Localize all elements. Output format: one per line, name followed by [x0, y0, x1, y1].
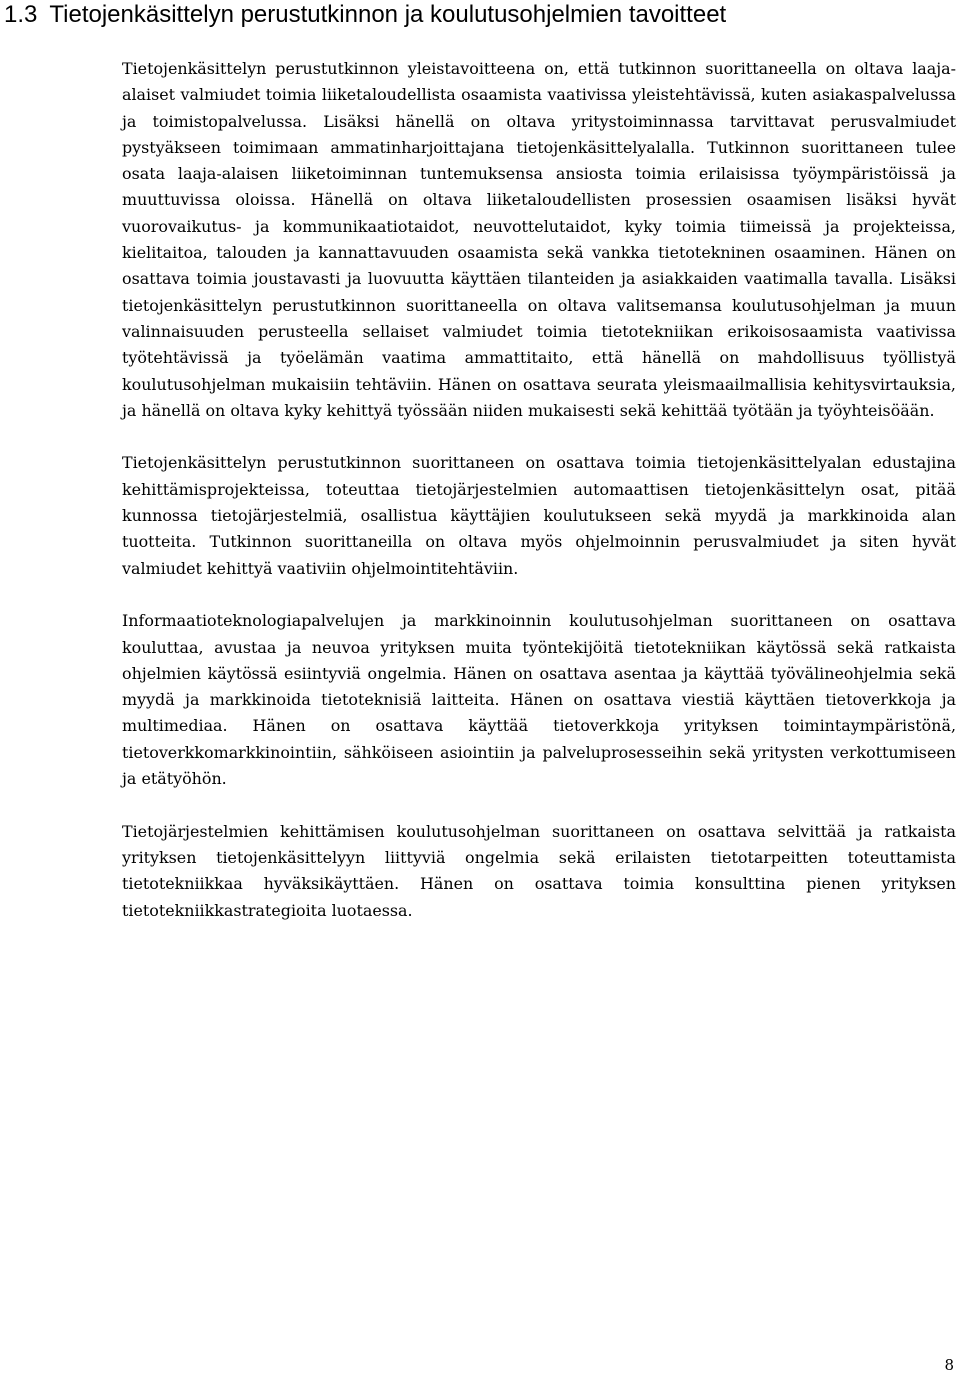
section-number: 1.3	[4, 1, 38, 28]
section-title: Tietojenkäsittelyn perustutkinnon ja koulutusohjelmien tavoitteet	[49, 1, 727, 28]
section-heading	[4, 0, 726, 30]
paragraph-general-objectives: Tietojenkäsittelyn perustutkinnon yleistavoitteena on, että tutkinnon suorittaneella on oltava laaja-alaiset valmiudet toimia liiketaloudellista osaamista vaativissa yleistehtävissä, kuten asiakaspalvelussa ja toimistopalvelussa. Lisäksi hänellä on oltava yritystoiminnassa tarvittavat perusvalmiudet pystyäkseen toimimaan ammatinharjoittajana tietojenkäsittelyalalla. Tutkinnon suorittaneen tulee osata laaja-alaisen liiketoiminnan tuntemuksensa ansiosta toimia erilaisissa työympäristöissä ja muuttuvissa oloissa. Hänellä on oltava liiketaloudellisten prosessien osaamisen lisäksi hyvät vuorovaikutus- ja kommunikaatiotaidot, neuvottelutaidot, kyky toimia tiimeissä ja projekteissa, kielitaitoa, talouden ja kannattavuuden osaamista sekä vankka tietotekninen osaaminen. Hänen on osattava toimia joustavasti ja luovuutta käyttäen tilanteiden ja asiakkaiden vaatimalla tavalla. Lisäksi tietojenkäsittelyn perustutkinnon suorittaneella on oltava valitsemansa koulutusohjelman ja muun valinnaisuuden perusteella sellaiset valmiudet toimia tietotekniikan erikoisosaamista vaativissa työtehtävissä ja työelämän vaatima ammattitaito, että hänellä on mahdollisuus työllistyä koulutusohjelman mukaisiin tehtäviin. Hänen on osattava seurata yleismaailmallisia kehitysvirtauksia, ja hänellä on oltava kyky kehittyä työssään niiden mukaisesti sekä kehittää työtään ja työyhteisöään.	[122, 59, 956, 420]
page-number: 8	[944, 1356, 954, 1374]
paragraph-information-systems-programme: Tietojärjestelmien kehittämisen koulutusohjelman suorittaneen on osattava selvittää ja ratkaista yrityksen tietojenkäsittelyyn liittyviä ongelmia sekä erilaisten tietotarpeitten toteuttamista tietotekniikkaa hyväksikäyttäen. Hänen on osattava toimia konsulttina pienen yrityksen tietotekniikkastrategioita luotaessa.	[122, 821, 956, 920]
paragraph-graduate-skills: Tietojenkäsittelyn perustutkinnon suorittaneen on osattava toimia tietojenkäsittelyalan edustajina kehittämisprojekteissa, toteuttaa tietojärjestelmien automaattisen tietojenkäsittelyn osat, pitää kunnossa tietojärjestelmiä, osallistua käyttäjien koulutukseen sekä myydä ja markkinoida alan tuotteita. Tutkinnon suorittaneilla on oltava myös ohjelmoinnin perusvalmiudet ja siten hyvät valmiudet kehittyä vaativiin ohjelmointitehtäviin.	[122, 453, 956, 578]
paragraph-it-services-programme: Informaatioteknologiapalvelujen ja markkinoinnin koulutusohjelman suorittaneen on osattava kouluttaa, avustaa ja neuvoa yrityksen muita työntekijöitä tietotekniikan käytössä sekä ratkaista ohjelmien käytössä esiintyviä ongelmia. Hänen on osattava asentaa ja käyttää työvälineohjelmia sekä myydä ja markkinoida tietoteknisiä laitteita. Hänen on osattava viestiä käyttäen tietoverkkoja ja multimediaa. Hänen on osattava käyttää tietoverkkoja yrityksen toimintaympäristönä, tietoverkkomarkkinointiin, sähköiseen asiointiin ja palveluprosesseihin sekä yritysten verkottumiseen ja etätyöhön.	[122, 611, 956, 789]
body-text	[122, 56, 956, 924]
